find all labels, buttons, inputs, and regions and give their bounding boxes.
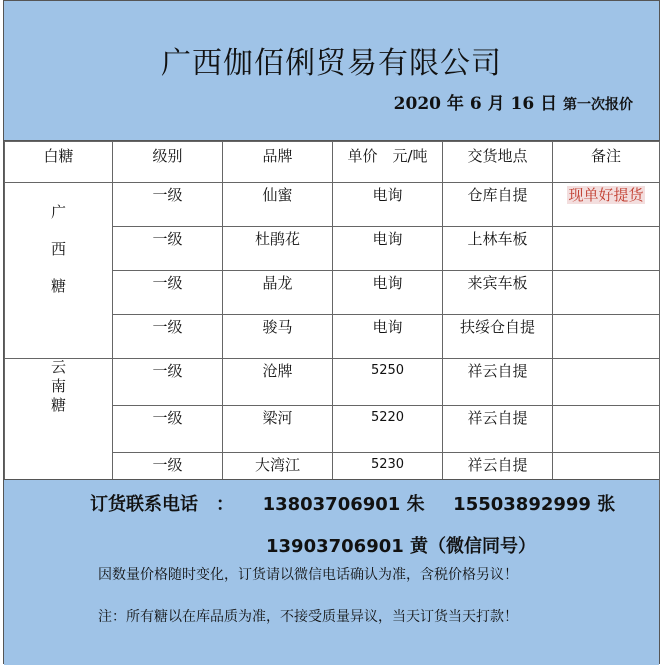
- cell-price: 电询: [333, 271, 443, 315]
- cell-brand: 晶龙: [223, 271, 333, 315]
- cell-brand: 杜鹃花: [223, 227, 333, 271]
- cell-location: 祥云自提: [443, 359, 553, 406]
- origin-char: 广: [50, 203, 66, 221]
- cell-grade: 一级: [113, 315, 223, 359]
- cell-location: 扶绥仓自提: [443, 315, 553, 359]
- cell-price: 5230: [333, 453, 443, 500]
- header-location: 交货地点: [443, 142, 553, 183]
- contact-phone-zhu: 13803706901 朱: [262, 494, 425, 515]
- cell-price: 电询: [333, 315, 443, 359]
- price-sheet: [3, 0, 660, 664]
- cell-price: 电询: [333, 183, 443, 227]
- quality-note: 注：所有糖以在库品质为准，不接受质量异议，当天订货当天打款！: [98, 609, 518, 625]
- origin-char: 糖: [50, 396, 66, 414]
- cell-brand: 骏马: [223, 315, 333, 359]
- cell-grade: 一级: [113, 406, 223, 453]
- cell-brand: 梁河: [223, 406, 333, 453]
- price-table: [4, 141, 660, 500]
- cell-price: 5250: [333, 359, 443, 406]
- cell-remark: [553, 271, 660, 315]
- table-header-row: [5, 142, 660, 183]
- contact-phone-huang: 13903706901 黄（微信同号）: [266, 536, 537, 557]
- remark-highlight: 现单好提货: [568, 186, 644, 204]
- header-grade: 级别: [113, 142, 223, 183]
- cell-grade: 一级: [113, 227, 223, 271]
- origin-char: 云: [50, 358, 66, 376]
- origin-char: 西: [50, 240, 66, 258]
- cell-grade: 一级: [113, 183, 223, 227]
- origin-guangxi: [5, 183, 113, 359]
- origin-char: 糖: [50, 277, 66, 295]
- cell-price: 电询: [333, 227, 443, 271]
- cell-location: 上林车板: [443, 227, 553, 271]
- cell-brand: 大湾江: [223, 453, 333, 500]
- cell-brand: 仙蜜: [223, 183, 333, 227]
- price-note: 因数量价格随时变化，订货请以微信电话确认为准，含税价格另议！: [98, 567, 518, 583]
- cell-remark: [553, 183, 660, 227]
- header-origin: 白糖: [5, 142, 113, 183]
- cell-location: 祥云自提: [443, 406, 553, 453]
- header-price: 单价 元/吨: [333, 142, 443, 183]
- cell-location: 祥云自提: [443, 453, 553, 500]
- cell-grade: 一级: [113, 453, 223, 500]
- sheet-footer: [4, 479, 659, 665]
- cell-remark: [553, 359, 660, 406]
- sheet-header: [4, 1, 659, 141]
- quote-date-line: [394, 89, 633, 114]
- quote-label: 第一次报价: [563, 97, 633, 113]
- cell-remark: [553, 227, 660, 271]
- cell-grade: 一级: [113, 359, 223, 406]
- table-row: [5, 359, 660, 406]
- header-remark: 备注: [553, 142, 660, 183]
- table-row: [5, 183, 660, 227]
- header-brand: 品牌: [223, 142, 333, 183]
- cell-grade: 一级: [113, 271, 223, 315]
- contact-line-1: [90, 490, 615, 516]
- cell-remark: [553, 315, 660, 359]
- cell-price: 5220: [333, 406, 443, 453]
- company-title: 广西伽佰俐贸易有限公司: [161, 46, 502, 81]
- cell-brand: 沧牌: [223, 359, 333, 406]
- cell-remark: [553, 406, 660, 453]
- quote-date: 2020 年 6 月 16 日: [393, 94, 558, 114]
- contact-label: 订货联系电话 ：: [90, 494, 234, 515]
- contact-phone-zhang: 15503892999 张: [453, 494, 616, 515]
- cell-location: 来宾车板: [443, 271, 553, 315]
- origin-char: 南: [50, 377, 66, 395]
- cell-location: 仓库自提: [443, 183, 553, 227]
